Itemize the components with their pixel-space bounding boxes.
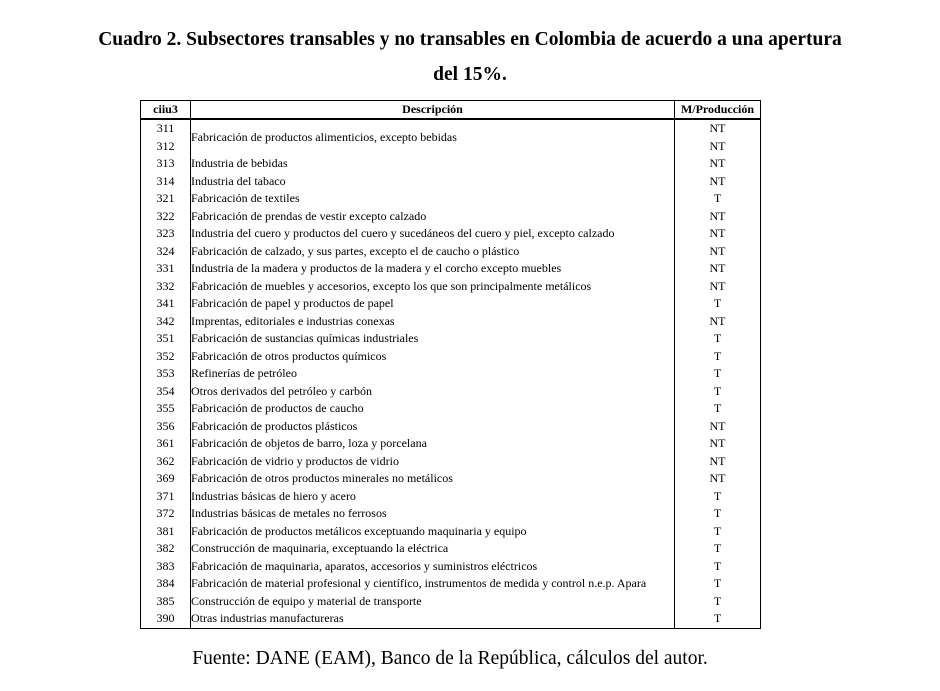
table-row [141, 400, 761, 418]
row-code: 382 [141, 540, 191, 558]
row-m-produccion: NT [675, 119, 761, 138]
row-description: Industrias básicas de hiero y acero [191, 488, 356, 503]
row-m-produccion: NT [675, 453, 761, 471]
row-description: Fabricación de maquinaria, aparatos, accesorios y suministros eléctricos [191, 558, 538, 573]
row-code: 342 [141, 313, 191, 331]
row-m-produccion: NT [675, 173, 761, 191]
table-row [141, 313, 761, 331]
row-m-produccion: T [675, 365, 761, 383]
row-code: 341 [141, 295, 191, 313]
table-row [141, 330, 761, 348]
header-row [141, 101, 761, 120]
row-description: Fabricación de otros productos químicos [191, 348, 387, 363]
row-m-produccion: T [675, 593, 761, 611]
table-row [141, 173, 761, 191]
row-description: Fabricación de sustancias químicas industriales [191, 331, 419, 345]
row-code: 352 [141, 348, 191, 366]
table-row [141, 260, 761, 278]
row-m-produccion: NT [675, 470, 761, 488]
row-description: Fabricación de productos alimenticios, excepto bebidas [191, 129, 457, 144]
row-description: Fabricación de productos plásticos [191, 418, 358, 433]
row-m-produccion: T [675, 383, 761, 401]
row-description: Industria de bebidas [191, 156, 288, 170]
table-title-continuation: del 15%. [433, 64, 507, 85]
row-description: Fabricación de material profesional y científico, instrumentos de medida y control n.e.p. Apara [191, 576, 647, 590]
row-m-produccion: T [675, 488, 761, 506]
row-code: 353 [141, 365, 191, 383]
table-row [141, 418, 761, 436]
row-code: 372 [141, 505, 191, 523]
row-m-produccion: NT [675, 225, 761, 243]
table-row [141, 558, 761, 576]
row-m-produccion: NT [675, 243, 761, 261]
row-description: Fabricación de calzado, y sus partes, excepto el de caucho o plástico [191, 243, 520, 258]
table-header [141, 101, 761, 120]
row-code: 385 [141, 593, 191, 611]
table-row [141, 575, 761, 593]
row-description: Refinerías de petróleo [191, 366, 297, 380]
row-description: Fabricación de muebles y accesorios, excepto los que son principalmente metálicos [191, 278, 592, 293]
table-row [141, 453, 761, 471]
table-row [141, 505, 761, 523]
row-code: 321 [141, 190, 191, 208]
table-row [141, 348, 761, 366]
row-description: Industria del cuero y productos del cuero y sucedáneos del cuero y piel, excepto calzado [191, 226, 615, 240]
table-row [141, 593, 761, 611]
header-m-produccion: M/Producción [675, 101, 761, 120]
row-code: 351 [141, 330, 191, 348]
row-code: 311 [141, 119, 191, 138]
table-body [141, 119, 761, 628]
row-m-produccion: NT [675, 155, 761, 173]
source-note: Fuente: DANE (EAM), Banco de la República, cálculos del autor. [192, 648, 708, 669]
row-m-produccion: T [675, 540, 761, 558]
row-m-produccion: T [675, 523, 761, 541]
header-ciiu3: ciiu3 [141, 101, 191, 120]
row-m-produccion: NT [675, 418, 761, 436]
row-description: Imprentas, editoriales e industrias conexas [191, 313, 395, 328]
row-m-produccion: NT [675, 260, 761, 278]
table-row [141, 295, 761, 313]
row-description: Fabricación de otros productos minerales no metálicos [191, 471, 453, 485]
row-m-produccion: T [675, 348, 761, 366]
row-m-produccion: T [675, 610, 761, 628]
table-row [141, 435, 761, 453]
sector-table [140, 100, 761, 629]
row-code: 356 [141, 418, 191, 436]
row-m-produccion: T [675, 330, 761, 348]
row-description: Fabricación de objetos de barro, loza y porcelana [191, 436, 427, 450]
row-code: 361 [141, 435, 191, 453]
row-code: 323 [141, 225, 191, 243]
row-code: 390 [141, 610, 191, 628]
row-code: 362 [141, 453, 191, 471]
row-code: 332 [141, 278, 191, 296]
header-description: Descripción [191, 101, 675, 120]
table-row [141, 488, 761, 506]
row-description: Fabricación de productos de caucho [191, 401, 364, 415]
row-m-produccion: NT [675, 138, 761, 156]
row-description: Fabricación de vidrio y productos de vidrio [191, 453, 399, 468]
table-row [141, 470, 761, 488]
row-description: Construcción de maquinaria, exceptuando la eléctrica [191, 541, 449, 555]
row-m-produccion: NT [675, 435, 761, 453]
row-m-produccion: NT [675, 208, 761, 226]
row-code: 354 [141, 383, 191, 401]
row-description: Industrias básicas de metales no ferrosos [191, 506, 387, 520]
row-code: 381 [141, 523, 191, 541]
row-description: Fabricación de textiles [191, 191, 300, 205]
row-code: 371 [141, 488, 191, 506]
row-description: Construcción de equipo y material de transporte [191, 593, 422, 608]
table-row [141, 383, 761, 401]
row-m-produccion: T [675, 400, 761, 418]
row-code: 314 [141, 173, 191, 191]
table-row [141, 155, 761, 173]
row-code: 312 [141, 138, 191, 156]
table-row [141, 208, 761, 226]
row-code: 369 [141, 470, 191, 488]
row-code: 324 [141, 243, 191, 261]
table-row [141, 365, 761, 383]
row-m-produccion: T [675, 505, 761, 523]
row-code: 384 [141, 575, 191, 593]
row-description: Industria del tabaco [191, 173, 286, 188]
row-description: Otros derivados del petróleo y carbón [191, 383, 372, 398]
table-row [141, 610, 761, 628]
row-code: 383 [141, 558, 191, 576]
row-m-produccion: T [675, 575, 761, 593]
table-row [141, 119, 761, 138]
row-description: Industria de la madera y productos de la madera y el corcho excepto muebles [191, 261, 562, 275]
row-description: Fabricación de productos metálicos exceptuando maquinaria y equipo [191, 523, 527, 538]
table-row [141, 190, 761, 208]
row-m-produccion: NT [675, 278, 761, 296]
row-m-produccion: T [675, 190, 761, 208]
row-description: Fabricación de papel y productos de papel [191, 296, 394, 310]
row-code: 313 [141, 155, 191, 173]
row-description: Otras industrias manufactureras [191, 610, 675, 628]
row-m-produccion: T [675, 295, 761, 313]
table-row [141, 278, 761, 296]
row-m-produccion: T [675, 558, 761, 576]
table-row [141, 523, 761, 541]
row-code: 331 [141, 260, 191, 278]
table-row [141, 225, 761, 243]
table-title: Cuadro 2. Subsectores transables y no transables en Colombia de acuerdo a una apertura [98, 29, 842, 50]
row-code: 322 [141, 208, 191, 226]
table-row [141, 243, 761, 261]
row-description: Fabricación de prendas de vestir excepto calzado [191, 208, 427, 223]
row-m-produccion: NT [675, 313, 761, 331]
table-row [141, 540, 761, 558]
row-code: 355 [141, 400, 191, 418]
